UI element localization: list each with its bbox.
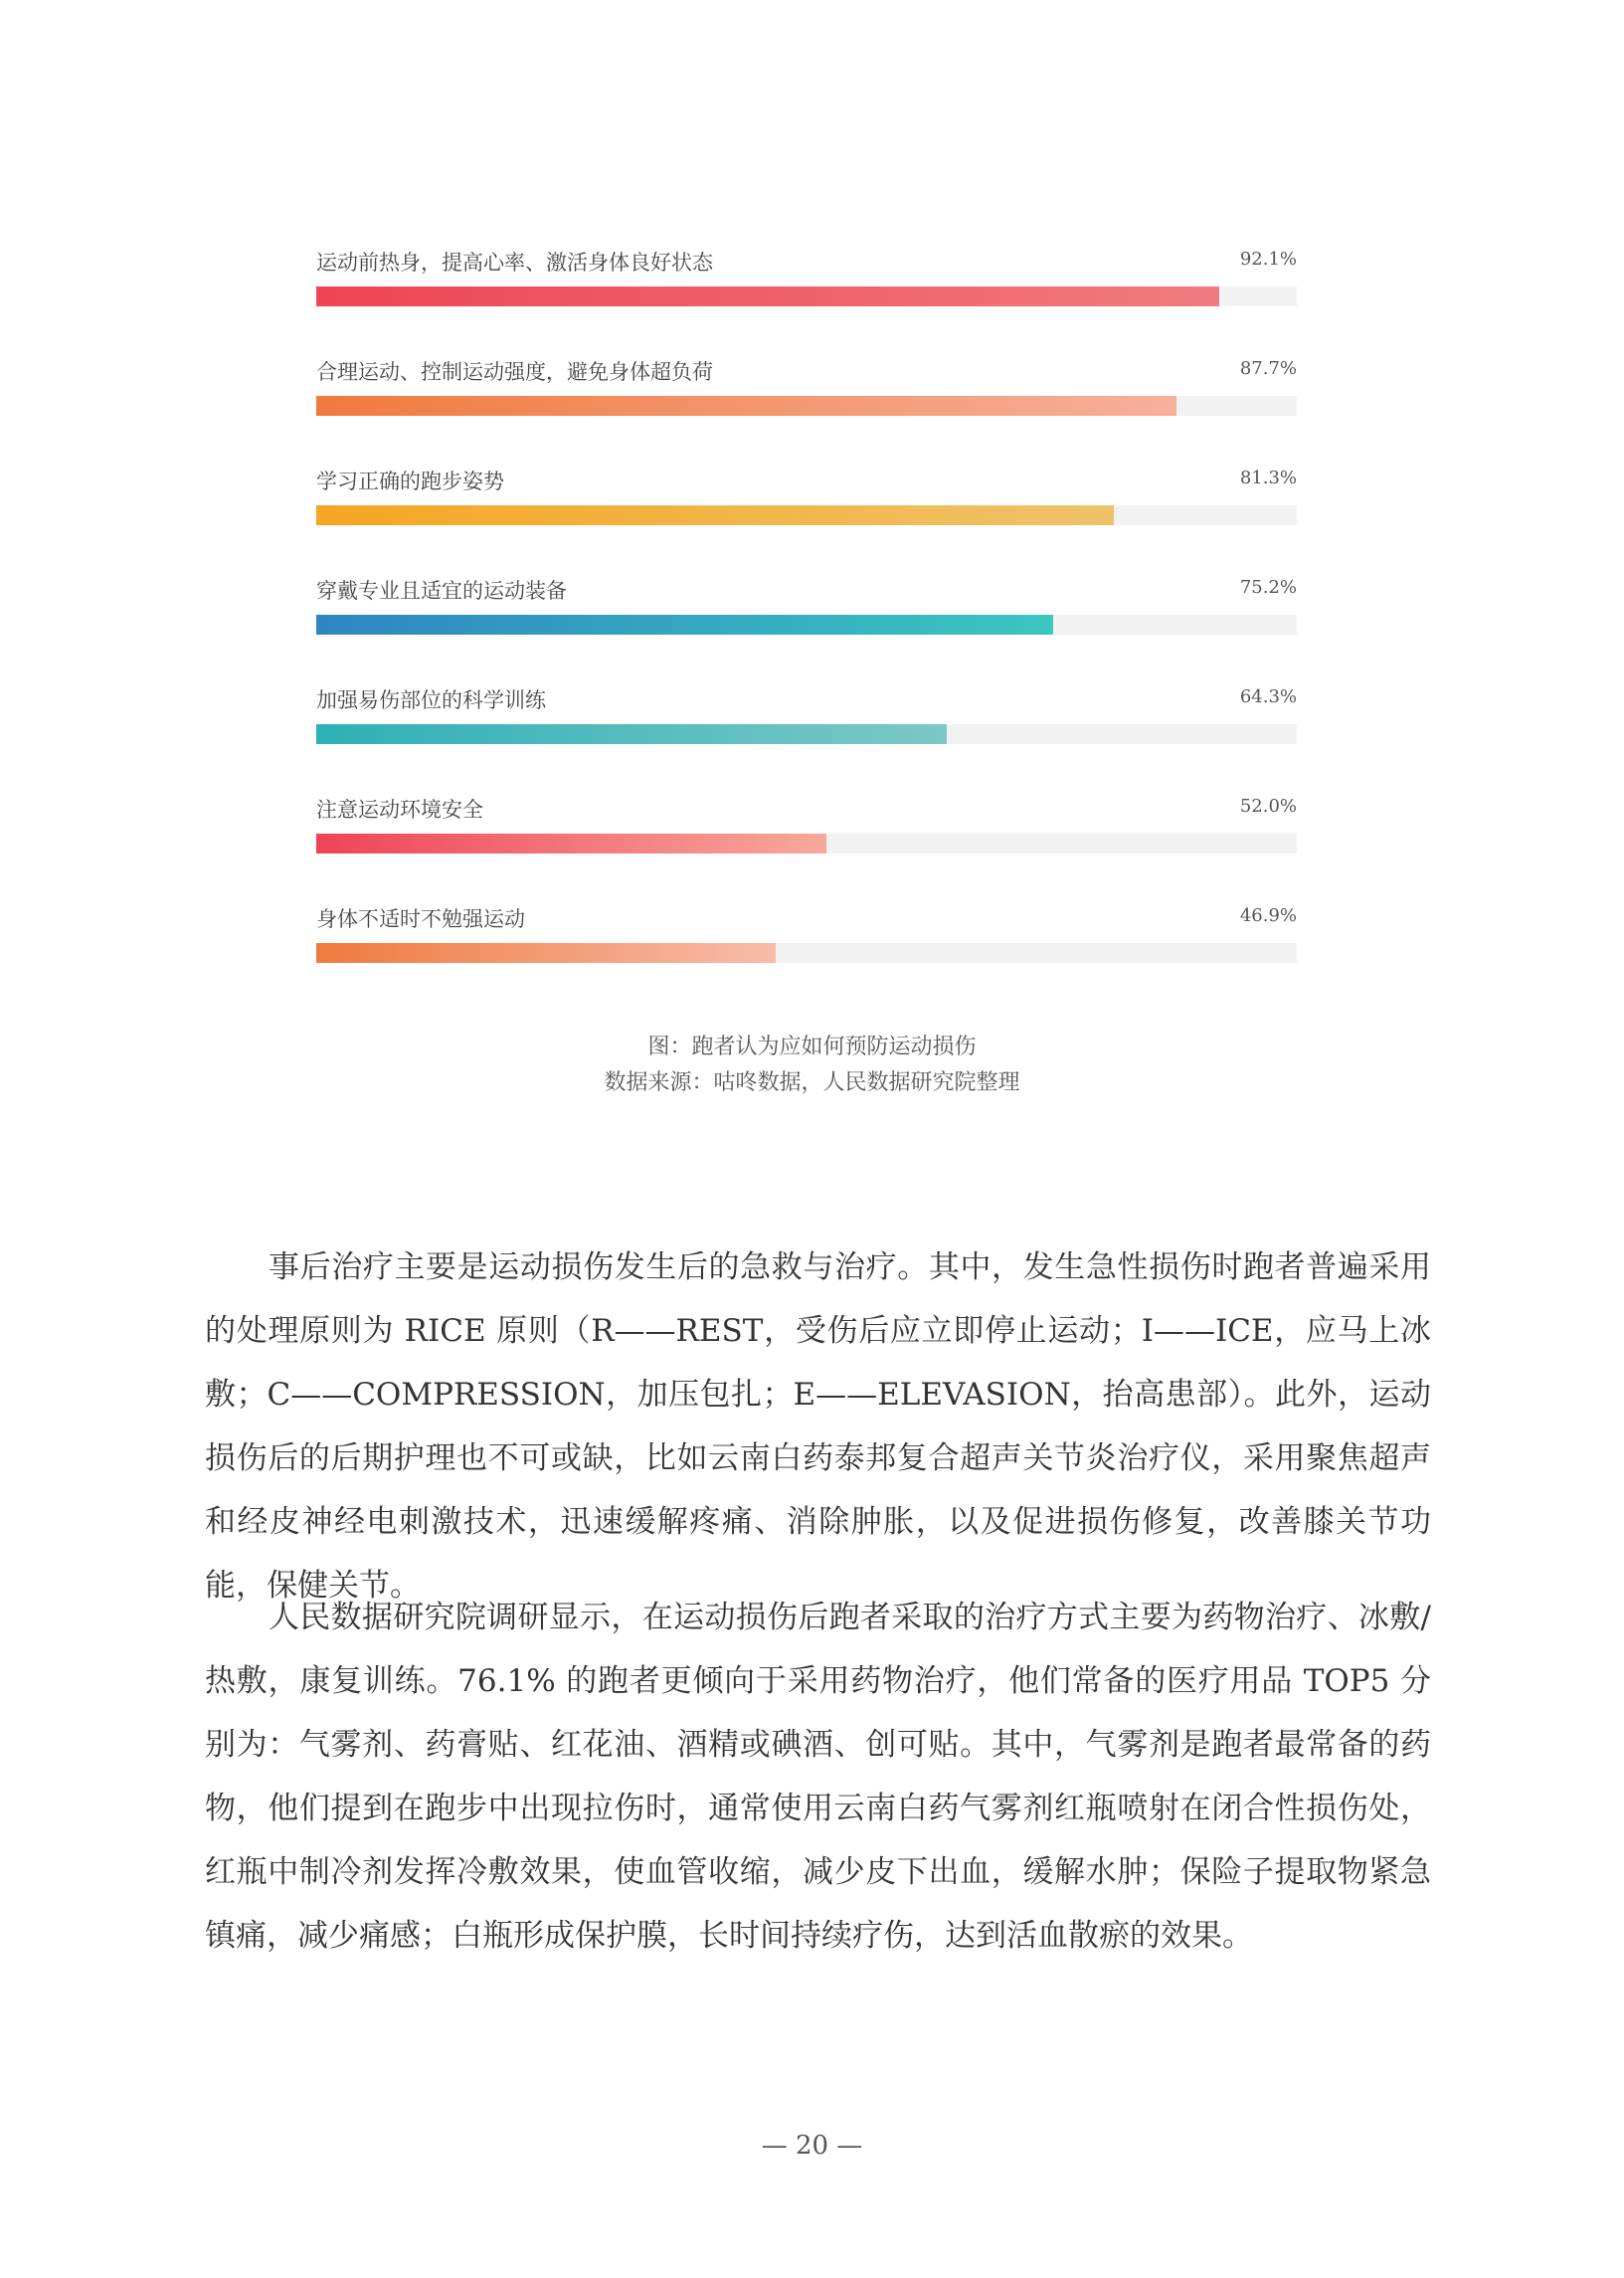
- bar-row: [316, 794, 1297, 903]
- paragraph-survey: 人民数据研究院调研显示，在运动损伤后跑者采取的治疗方式主要为药物治疗、冰敷/热敷，康复训练。76.1% 的跑者更倾向于采用药物治疗，他们常备的医疗用品 TOP5 分别为：气雾剂、药膏贴、红花油、酒精或碘酒、创可贴。其中，气雾剂是跑者最常备的药物，他们提到在跑步中出现拉伤时，通常使用云南白药气雾剂红瓶喷射在闭合性损伤处，红瓶中制冷剂发挥冷敷效果，使血管收缩，减少皮下出血，缓解水肿；保险子提取物紧急镇痛，减少痛感；白瓶形成保护膜，长时间持续疗伤，达到活血散瘀的效果。: [205, 1600, 1431, 1954]
- bar-label: 穿戴专业且适宜的运动装备: [316, 579, 567, 603]
- bar: [316, 505, 1114, 525]
- bar: [316, 724, 947, 744]
- bar-value-label: 92.1%: [1239, 249, 1297, 270]
- bar-label: 合理运动、控制运动强度，避免身体超负荷: [316, 360, 713, 384]
- page-number: — 20 —: [761, 2131, 863, 2161]
- bar: [316, 615, 1053, 635]
- bar: [316, 943, 776, 963]
- bar-track: [316, 505, 1297, 525]
- bar: [316, 396, 1176, 416]
- bar-row: [316, 247, 1297, 356]
- bar-value-label: 46.9%: [1239, 905, 1297, 926]
- bar-value-label: 75.2%: [1239, 577, 1297, 598]
- bar-track: [316, 724, 1297, 744]
- bar-label: 加强易伤部位的科学训练: [316, 688, 546, 712]
- bar-row: [316, 575, 1297, 684]
- bar-row: [316, 684, 1297, 794]
- bar-label: 身体不适时不勉强运动: [316, 907, 525, 931]
- bar-row: [316, 356, 1297, 466]
- bar-label: 学习正确的跑步姿势: [316, 470, 504, 493]
- bar-value-label: 87.7%: [1239, 358, 1297, 379]
- bar-value-label: 64.3%: [1239, 686, 1297, 707]
- bar-value-label: 81.3%: [1239, 468, 1297, 488]
- bar-label: 注意运动环境安全: [316, 798, 483, 822]
- bar: [316, 834, 826, 854]
- bar-value-label: 52.0%: [1239, 796, 1297, 817]
- bar-label: 运动前热身，提高心率、激活身体良好状态: [316, 251, 713, 275]
- paragraph-treatment: 事后治疗主要是运动损伤发生后的急救与治疗。其中，发生急性损伤时跑者普遍采用的处理原则为 RICE 原则（R——REST，受伤后应立即停止运动；I——ICE，应马上冰敷；C——COMPRESSION，加压包扎；E——ELEVASION，抬高患部）。此外，运动损伤后的后期护理也不可或缺，比如云南白药泰邦复合超声关节炎治疗仪，采用聚焦超声和经皮神经电刺激技术，迅速缓解疼痛、消除肿胀，以及促进损伤修复，改善膝关节功能，保健关节。: [205, 1249, 1431, 1604]
- bar: [316, 286, 1219, 306]
- figure-source: 数据来源：咕咚数据，人民数据研究院整理: [604, 1070, 1020, 1095]
- bar-track: [316, 615, 1297, 635]
- bar-row: [316, 466, 1297, 575]
- bar-row: [316, 903, 1297, 1013]
- bar-track: [316, 286, 1297, 306]
- bar-track: [316, 834, 1297, 854]
- figure-caption: 图：跑者认为应如何预防运动损伤: [647, 1035, 977, 1059]
- bar-track: [316, 396, 1297, 416]
- prevention-bar-chart: [316, 247, 1297, 1013]
- bar-track: [316, 943, 1297, 963]
